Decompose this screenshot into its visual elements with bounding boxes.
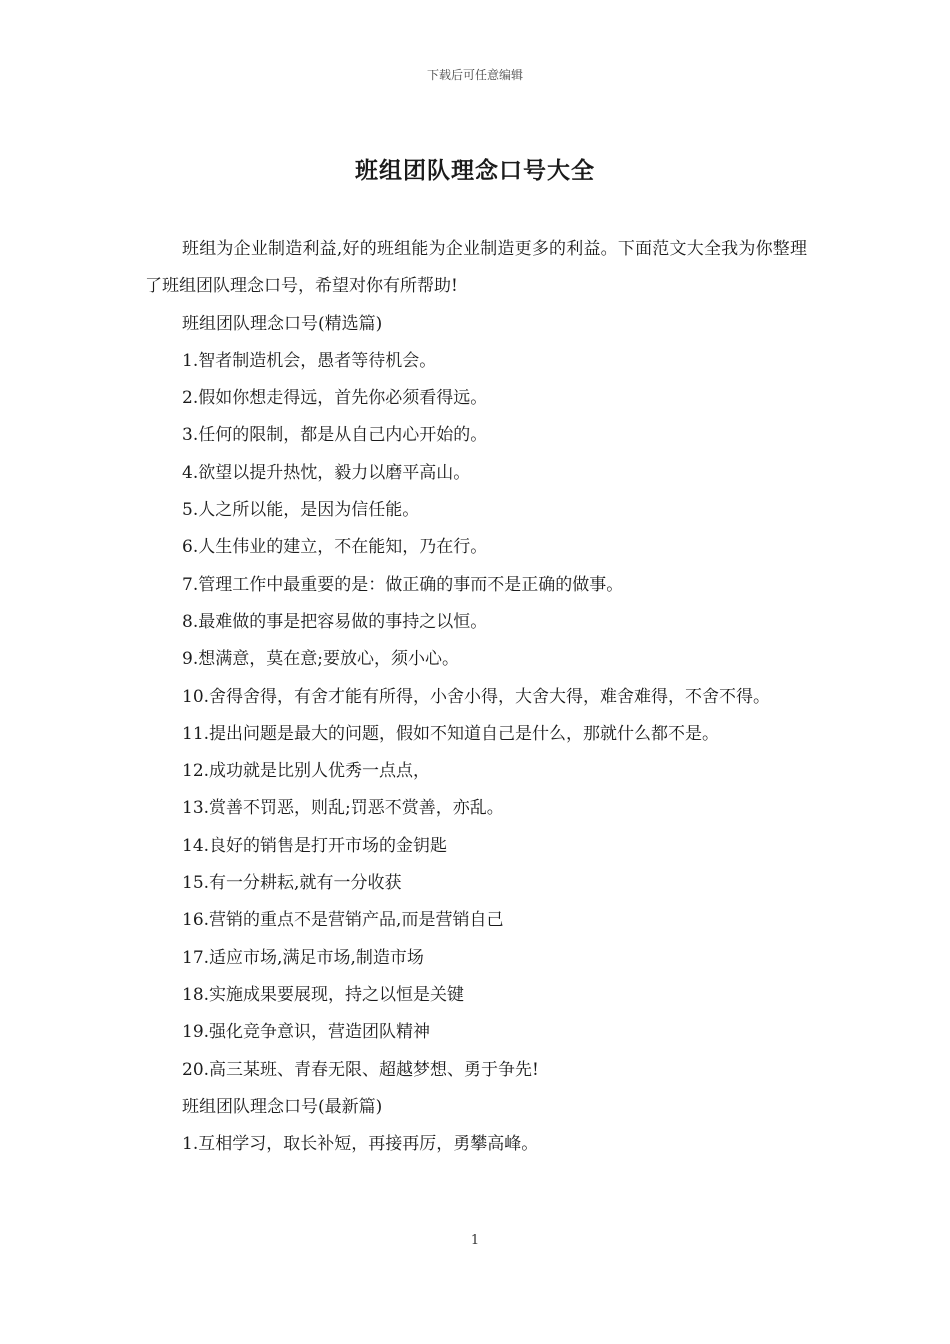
slogan-item: 2.假如你想走得远，首先你必须看得远。: [182, 388, 488, 409]
document-title: 班组团队理念口号大全: [355, 157, 595, 184]
slogan-item: 17.适应市场,满足市场,制造市场: [182, 947, 424, 968]
slogan-item: 6.人生伟业的建立，不在能知，乃在行。: [182, 537, 488, 558]
page-number: 1: [470, 1233, 480, 1248]
intro-paragraph: 班组为企业制造利益,好的班组能为企业制造更多的利益。下面范文大全我为你整理了班组团队理念口号，希望对你有所帮助!: [145, 239, 807, 297]
slogan-item: 3.任何的限制，都是从自己内心开始的。: [182, 425, 488, 446]
slogan-item: 8.最难做的事是把容易做的事持之以恒。: [182, 611, 488, 632]
slogan-item: 4.欲望以提升热忱，毅力以磨平高山。: [182, 462, 471, 483]
slogan-item: 12.成功就是比别人优秀一点点，: [182, 761, 431, 782]
slogan-item: 5.人之所以能，是因为信任能。: [182, 500, 420, 521]
page-header: 下载后可任意编辑: [426, 68, 523, 82]
slogan-item: 16.营销的重点不是营销产品,而是营销自己: [182, 910, 504, 931]
slogan-item: 20.高三某班、青春无限、超越梦想、勇于争先!: [182, 1059, 539, 1080]
slogan-item: 14.良好的销售是打开市场的金钥匙: [182, 835, 448, 856]
section-heading-selected: 班组团队理念口号(精选篇): [182, 313, 383, 334]
slogan-item: 13.赏善不罚恶，则乱;罚恶不赏善，亦乱。: [182, 798, 504, 819]
slogan-item: 15.有一分耕耘,就有一分收获: [182, 873, 402, 894]
section-heading-latest: 班组团队理念口号(最新篇): [182, 1096, 383, 1117]
slogan-item: 7.管理工作中最重要的是：做正确的事而不是正确的做事。: [182, 574, 624, 595]
slogan-item: 9.想满意，莫在意;要放心，须小心。: [182, 649, 459, 670]
document-body: [145, 231, 807, 1163]
slogan-item: 18.实施成果要展现，持之以恒是关键: [182, 984, 465, 1005]
slogan-item: 10.舍得舍得，有舍才能有所得，小舍小得，大舍大得，难舍难得，不舍不得。: [182, 686, 771, 707]
slogan-item: 19.强化竞争意识，营造团队精神: [182, 1022, 431, 1043]
slogan-item: 1.互相学习，取长补短，再接再厉，勇攀高峰。: [182, 1134, 539, 1155]
slogan-item: 11.提出问题是最大的问题，假如不知道自己是什么，那就什么都不是。: [182, 723, 720, 744]
slogan-item: 1.智者制造机会，愚者等待机会。: [182, 350, 437, 371]
